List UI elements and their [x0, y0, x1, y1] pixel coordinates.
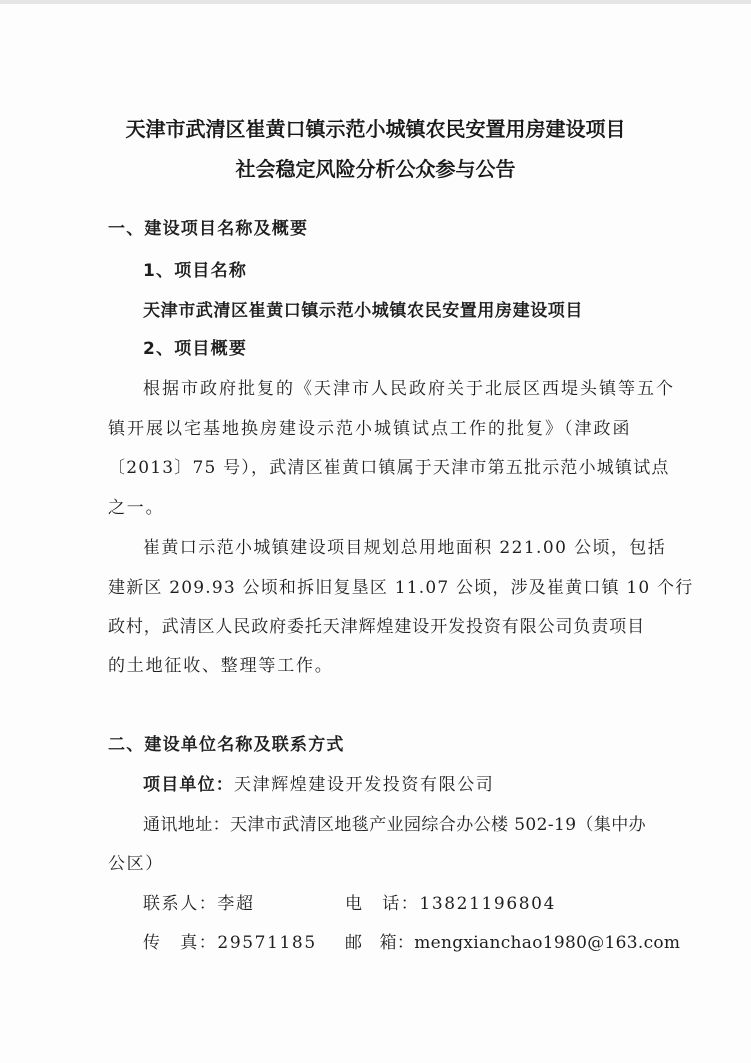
project-unit-value: 天津辉煌建设开发投资有限公司 — [234, 775, 495, 795]
email-value: mengxianchao1980@163.com — [414, 933, 681, 953]
section-1-heading: 一、建设项目名称及概要 — [108, 219, 309, 239]
subheading-project-name: 1、项目名称 — [143, 261, 248, 281]
contact-label: 联系人： — [143, 894, 218, 914]
overview-para1-line1: 根据市政府批复的《天津市人民政府关于北辰区西堤头镇等五个 — [143, 379, 675, 399]
overview-para2-line3: 政村，武清区人民政府委托天津辉煌建设开发投资有限公司负责项目 — [108, 617, 645, 637]
title-line-1: 天津市武清区崔黄口镇示范小城镇农民安置用房建设项目 — [125, 117, 626, 141]
project-unit-label: 项目单位： — [143, 775, 234, 795]
email — [345, 928, 680, 953]
overview-para2-line2: 建新区 209.93 公顷和拆旧复垦区 11.07 公顷，涉及崔黄口镇 10 个行 — [108, 578, 694, 598]
address-line-1: 通讯地址：天津市武清区地毯产业园综合办公楼 502-19（集中办 — [143, 815, 647, 835]
section-2-heading: 二、建设单位名称及联系方式 — [108, 735, 345, 755]
overview-para1-line4: 之一。 — [108, 498, 165, 518]
fax-value: 29571185 — [217, 933, 317, 953]
overview-para2-line1: 崔黄口示范小城镇建设项目规划总用地面积 221.00 公顷，包括 — [143, 538, 667, 558]
subheading-project-overview: 2、项目概要 — [143, 339, 248, 359]
fax-label: 传 真： — [143, 933, 218, 953]
contact-person — [143, 889, 255, 914]
project-unit-row — [143, 770, 494, 795]
overview-para1-line3: 〔2013〕75 号），武清区崔黄口镇属于天津市第五批示范小城镇试点 — [108, 458, 670, 478]
scan-edge — [0, 0, 751, 4]
title-line-2: 社会稳定风险分析公众参与公告 — [235, 157, 516, 181]
contact-value: 李超 — [217, 894, 255, 914]
fax — [143, 928, 317, 953]
project-name: 天津市武清区崔黄口镇示范小城镇农民安置用房建设项目 — [143, 301, 583, 321]
overview-para2-line4: 的土地征收、整理等工作。 — [108, 656, 334, 676]
address-line-2: 公区） — [108, 854, 164, 874]
phone — [345, 889, 556, 914]
email-label: 邮 箱： — [345, 933, 415, 953]
overview-para1-line2: 镇开展以宅基地换房建设示范小城镇试点工作的批复》（津政函 — [108, 419, 632, 439]
phone-value: 13821196804 — [419, 894, 556, 914]
phone-label: 电 话： — [345, 894, 420, 914]
